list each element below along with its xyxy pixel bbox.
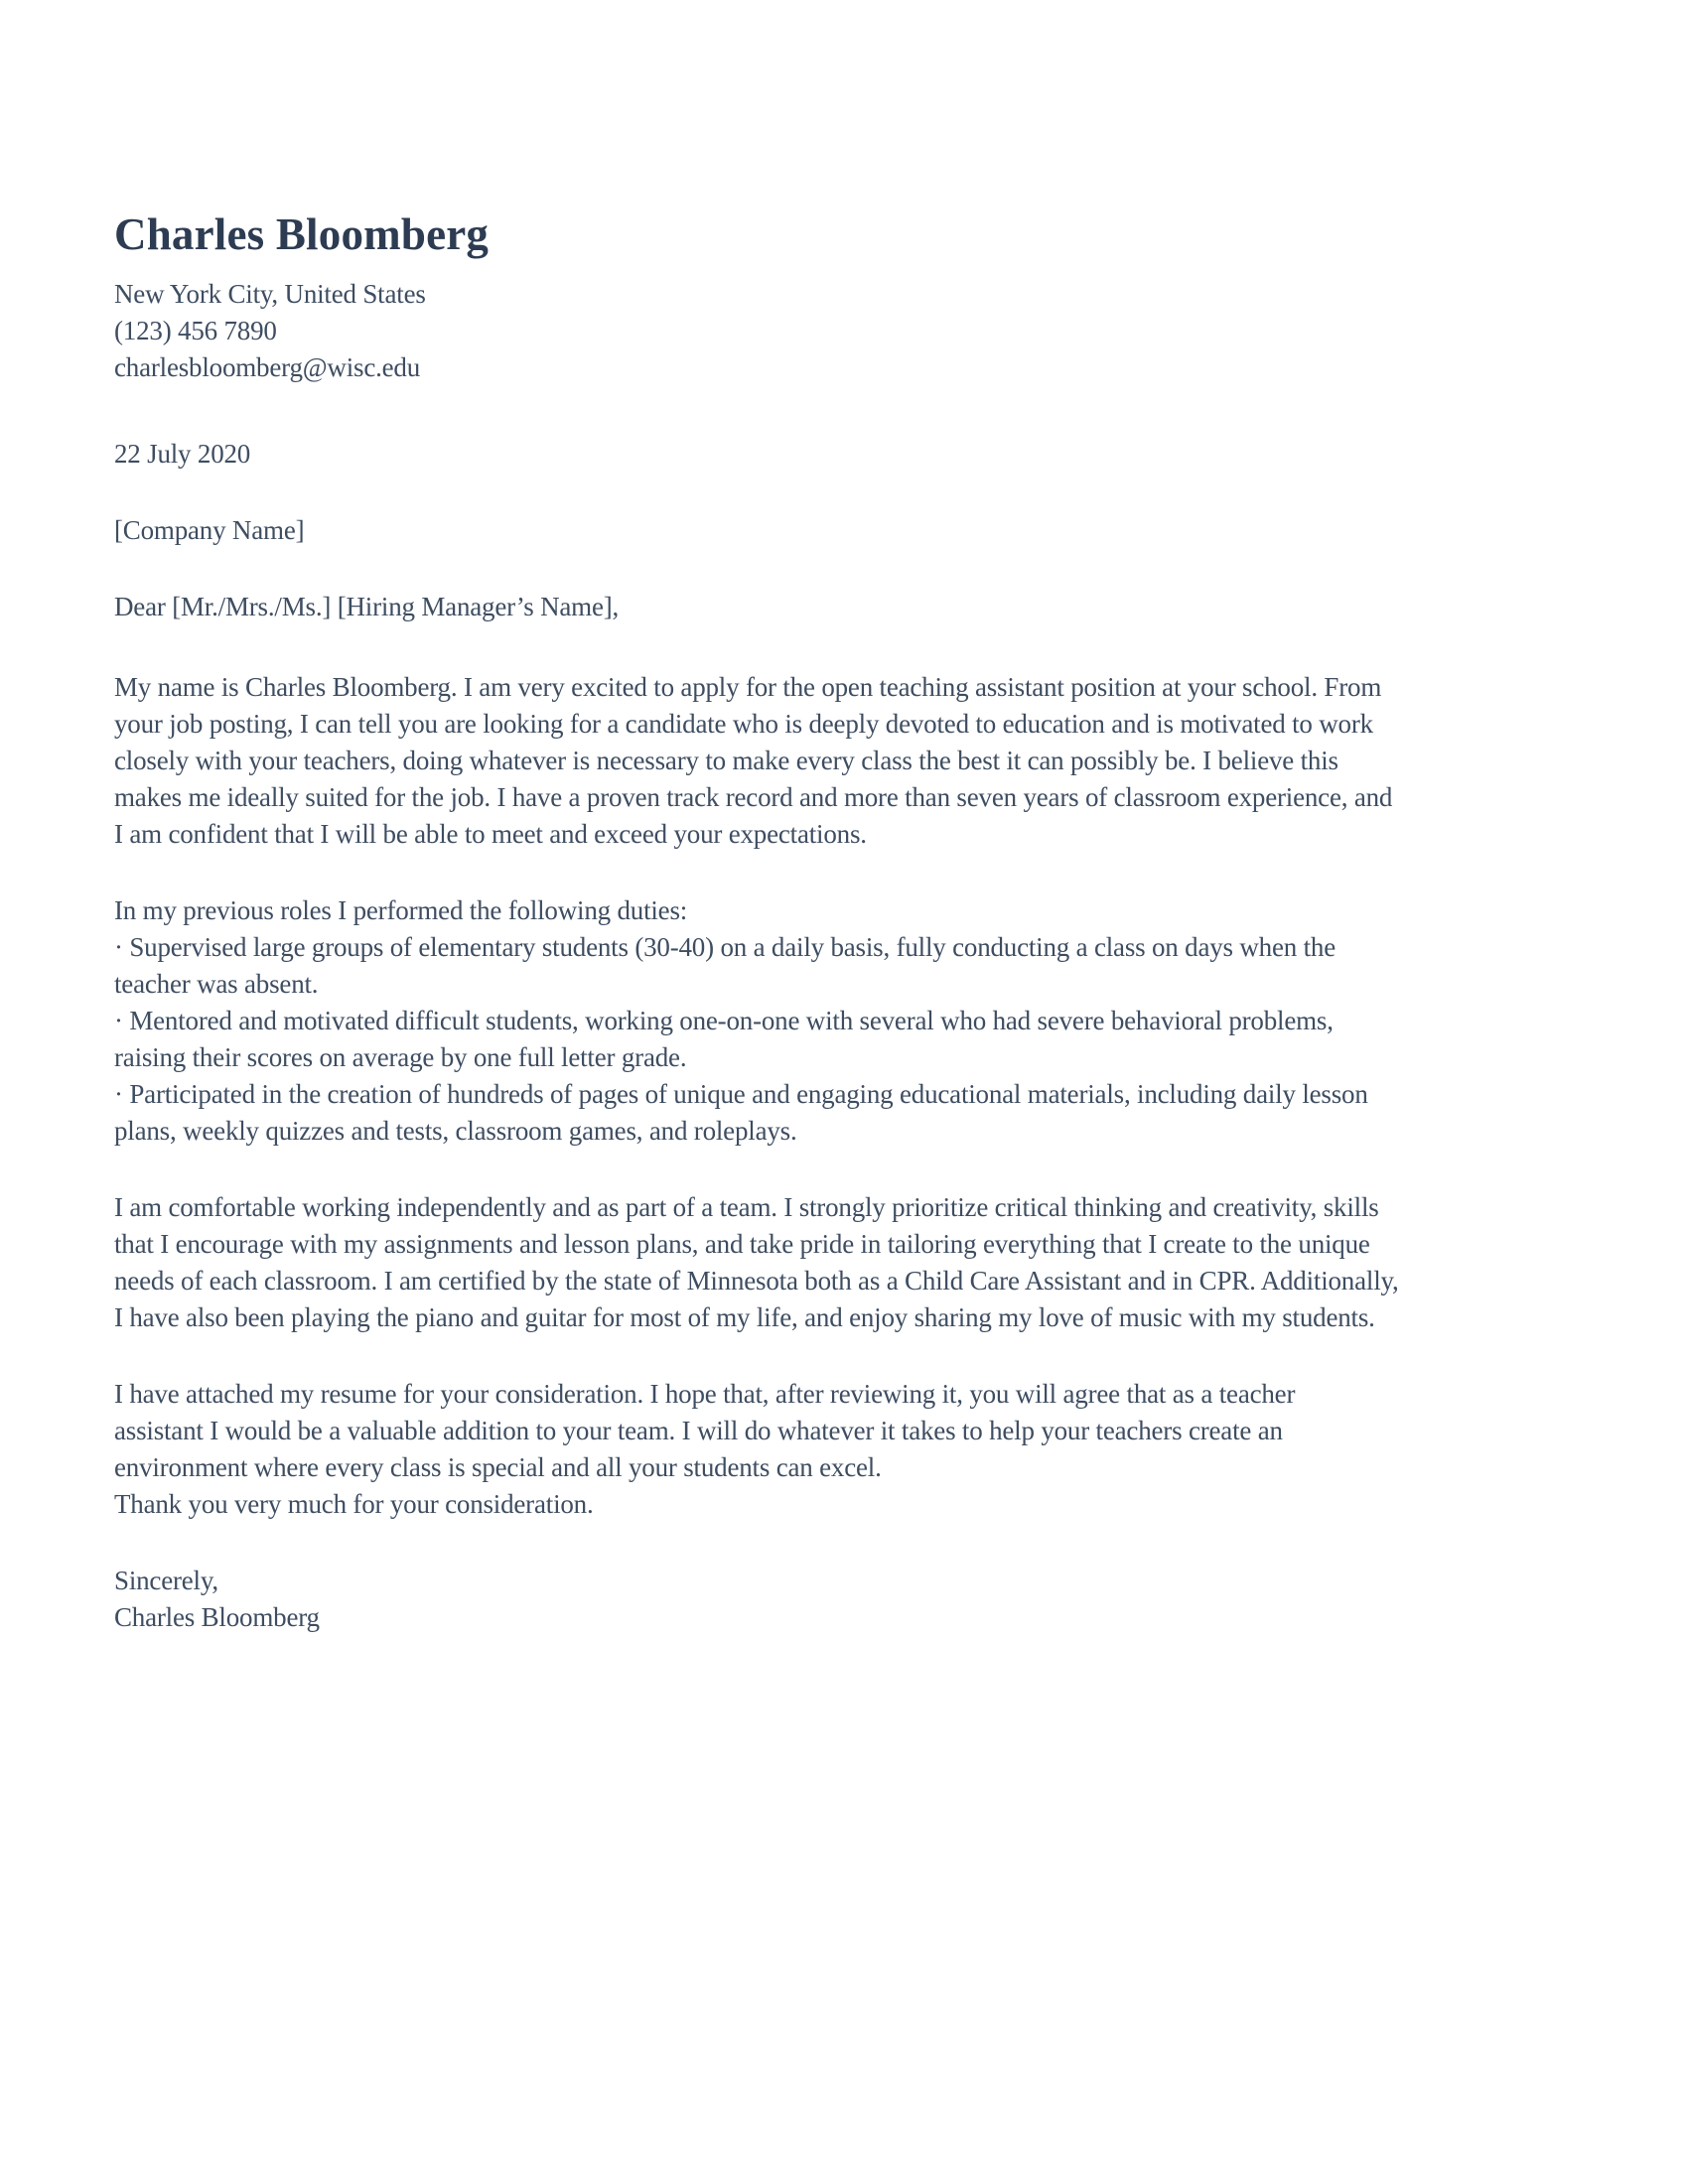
- paragraph-introduction: [114, 669, 1589, 853]
- paragraph-line: needs of each classroom. I am certified by the state of Minnesota both as a Child Care Assistant and in CPR. Additionally,: [114, 1266, 1399, 1296]
- paragraph-line: environment where every class is special and all your students can excel.: [114, 1452, 882, 1482]
- paragraph-skills: [114, 1189, 1589, 1336]
- paragraph-line: closely with your teachers, doing whatever is necessary to make every class the best it can possibly be. I believe this: [114, 746, 1338, 775]
- paragraph-line: that I encourage with my assignments and lesson plans, and take pride in tailoring everything that I create to the unique: [114, 1229, 1370, 1259]
- paragraph-line: I am confident that I will be able to meet and exceed your expectations.: [114, 819, 867, 849]
- paragraph-line: · Participated in the creation of hundreds of pages of unique and engaging educational materials, including daily lesson: [114, 1079, 1368, 1109]
- paragraph-line: I have attached my resume for your consideration. I hope that, after reviewing it, you will agree that as a teacher: [114, 1379, 1296, 1409]
- paragraph-line: My name is Charles Bloomberg. I am very excited to apply for the open teaching assistant position at your school. From: [114, 672, 1382, 702]
- paragraph-line: I have also been playing the piano and guitar for most of my life, and enjoy sharing my love of music with my students.: [114, 1302, 1375, 1332]
- paragraph-line: I am comfortable working independently and as part of a team. I strongly prioritize critical thinking and creativity, skills: [114, 1192, 1379, 1222]
- paragraph-line: assistant I would be a valuable addition to your team. I will do whatever it takes to help your teachers create an: [114, 1416, 1283, 1445]
- paragraph-line: Thank you very much for your consideration.: [114, 1489, 594, 1519]
- paragraph-line: In my previous roles I performed the following duties:: [114, 895, 688, 925]
- paragraph-duties: [114, 892, 1589, 1150]
- sender-name-heading: Charles Bloomberg: [114, 209, 490, 259]
- contact-info: [114, 276, 1589, 386]
- valediction: Sincerely,: [114, 1566, 218, 1595]
- recipient-company-placeholder: [Company Name]: [114, 515, 305, 545]
- paragraph-conclusion: [114, 1376, 1589, 1523]
- paragraph-line: raising their scores on average by one full letter grade.: [114, 1042, 687, 1072]
- paragraph-line: · Mentored and motivated difficult students, working one-on-one with several who had severe behavioral problems,: [114, 1006, 1334, 1035]
- contact-email: charlesbloomberg@wisc.edu: [114, 352, 421, 382]
- paragraph-line: · Supervised large groups of elementary students (30-40) on a daily basis, fully conducting a class on days when the: [114, 932, 1336, 962]
- closing: [114, 1563, 1589, 1636]
- paragraph-line: your job posting, I can tell you are looking for a candidate who is deeply devoted to education and is motivated to work: [114, 709, 1373, 739]
- contact-location: New York City, United States: [114, 279, 426, 309]
- paragraph-line: teacher was absent.: [114, 969, 319, 999]
- paragraph-line: plans, weekly quizzes and tests, classroom games, and roleplays.: [114, 1116, 797, 1146]
- paragraph-line: makes me ideally suited for the job. I have a proven track record and more than seven years of classroom experience, and: [114, 782, 1393, 812]
- contact-phone: (123) 456 7890: [114, 316, 277, 345]
- letter-date: 22 July 2020: [114, 439, 251, 469]
- signature-name: Charles Bloomberg: [114, 1602, 320, 1632]
- salutation: Dear [Mr./Mrs./Ms.] [Hiring Manager’s Name],: [114, 592, 620, 621]
